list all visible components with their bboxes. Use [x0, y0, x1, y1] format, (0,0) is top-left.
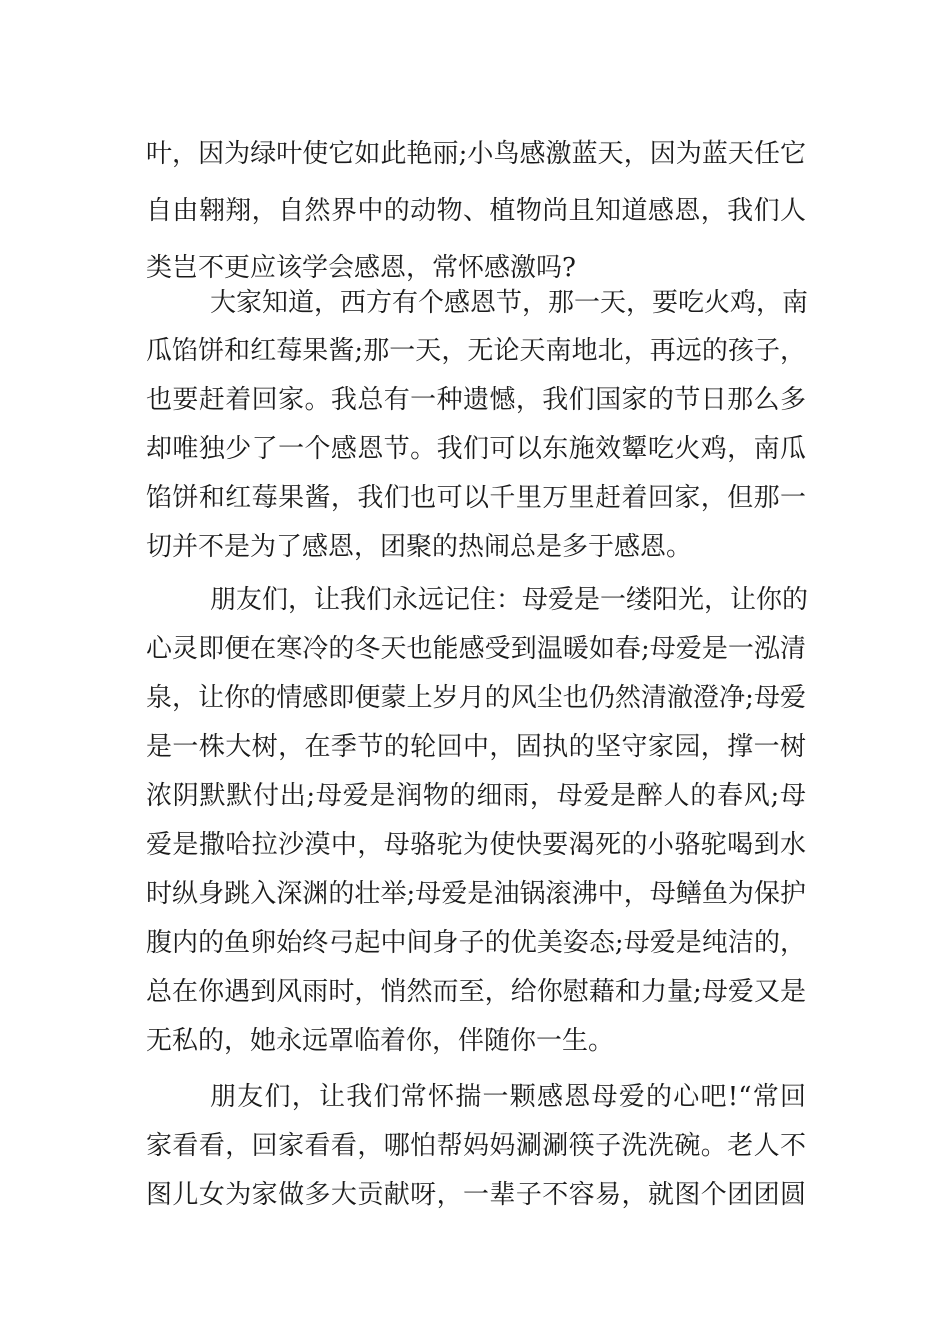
- text-line: 自由翱翔，自然界中的动物、植物尚且知道感恩，我们人: [146, 196, 806, 226]
- text-line: 切并不是为了感恩，团聚的热闹总是多于感恩。: [146, 532, 693, 562]
- text-line: 图儿女为家做多大贡献呀，一辈子不容易，就图个团团圆: [146, 1180, 806, 1210]
- text-line: 家看看，回家看看，哪怕帮妈妈涮涮筷子洗洗碗。老人不: [146, 1131, 806, 1161]
- text-line: 腹内的鱼卵始终弓起中间身子的优美姿态;母爱是纯洁的，: [146, 928, 806, 958]
- text-line: 泉，让你的情感即便蒙上岁月的风尘也仍然清澈澄净;母爱: [146, 683, 806, 713]
- paragraph-first-line: 大家知道，西方有个感恩节，那一天，要吃火鸡，南: [210, 288, 809, 318]
- text-line: 是一株大树，在季节的轮回中，固执的坚守家园，撑一树: [146, 732, 806, 762]
- text-line: 馅饼和红莓果酱，我们也可以千里万里赶着回家，但那一: [146, 483, 806, 513]
- text-line: 叶，因为绿叶使它如此艳丽;小鸟感激蓝天，因为蓝天任它: [146, 139, 806, 169]
- text-line: 爱是撒哈拉沙漠中，母骆驼为使快要渴死的小骆驼喝到水: [146, 830, 806, 860]
- text-line: 也要赶着回家。我总有一种遗憾，我们国家的节日那么多: [146, 385, 806, 415]
- text-line: 类岂不更应该学会感恩，常怀感激吗?: [146, 253, 576, 283]
- paragraph-first-line: 朋友们，让我们常怀揣一颗感恩母爱的心吧!“常回: [210, 1082, 806, 1112]
- text-line: 无私的，她永远罩临着你，伴随你一生。: [146, 1026, 615, 1056]
- text-line: 却唯独少了一个感恩节。我们可以东施效颦吃火鸡，南瓜: [146, 434, 806, 464]
- text-line: 时纵身跳入深渊的壮举;母爱是油锅滚沸中，母鳝鱼为保护: [146, 879, 806, 909]
- text-line: 总在你遇到风雨时，悄然而至，给你慰藉和力量;母爱又是: [146, 977, 806, 1007]
- text-line: 心灵即便在寒冷的冬天也能感受到温暖如春;母爱是一泓清: [146, 634, 806, 664]
- paragraph-first-line: 朋友们，让我们永远记住：母爱是一缕阳光，让你的: [210, 585, 809, 615]
- text-line: 瓜馅饼和红莓果酱;那一天，无论天南地北，再远的孩子，: [146, 336, 806, 366]
- text-line: 浓阴默默付出;母爱是润物的细雨，母爱是醉人的春风;母: [146, 781, 806, 811]
